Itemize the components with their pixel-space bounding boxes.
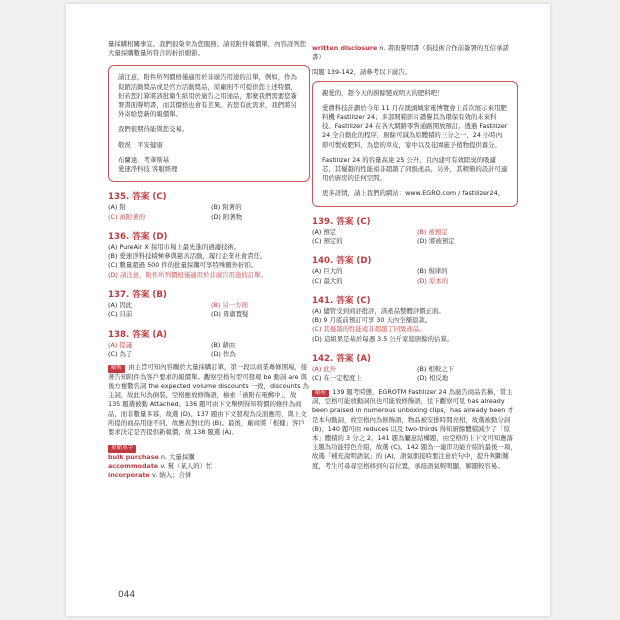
question-137-options <box>108 301 310 320</box>
passage-intro: 問題 139-142，請參考以下廣告。 <box>312 68 412 77</box>
explanation-135-138 <box>108 363 310 437</box>
ad-paragraph-1: 親愛的，趕今天的廚餘變成明天的肥料吧！ <box>322 88 444 97</box>
question-number: 138. <box>108 329 130 340</box>
question-number: 142. <box>312 354 334 365</box>
letter-signer: 布蘭達．考華斯基 <box>118 155 170 164</box>
question-number: 137. <box>108 290 130 301</box>
question-number: 136. <box>108 231 130 242</box>
option-d: (D) 附著物 <box>211 212 243 221</box>
vocab-item: incorporate v. 納入；合併 <box>108 471 192 480</box>
option-d: (D) 將被預定 <box>417 236 455 245</box>
answer-label: 答案 (C) <box>132 192 167 203</box>
ad-box <box>312 81 518 207</box>
ad-paragraph-4: 更多詳情，請上我們的網站：www.EGRO.com / fastilizer24。 <box>322 189 505 198</box>
book-page <box>66 4 550 616</box>
option-b-correct: (B) 另一方面 <box>211 301 248 310</box>
question-137-header <box>108 290 310 301</box>
option-a: (A) 預定 <box>312 227 337 236</box>
question-number: 139. <box>312 216 334 227</box>
question-138-options <box>108 341 310 360</box>
option-d: (D) 毋庸置疑 <box>211 310 249 319</box>
option-c: (C) 為了 <box>108 349 133 358</box>
question-142-options <box>312 365 518 384</box>
question-140-options <box>312 267 518 286</box>
option-d: (D) 相反地 <box>417 374 449 383</box>
option-a-correct: (A) 提議 <box>108 340 133 349</box>
letter-box <box>108 65 310 182</box>
option-c-correct: (C) 其優越的性能遠非超越了同級產品。 <box>312 325 426 334</box>
option-d-correct: (D) 原本的 <box>417 276 449 285</box>
question-135-options <box>108 203 310 222</box>
option-a-correct: (A) 此外 <box>312 365 337 374</box>
answer-label: 答案 (A) <box>132 329 167 340</box>
option-b: (B) 藉由 <box>211 340 236 349</box>
option-d: (D) 這組果是基於每週 3.5 公斤家庭廚餘的估算。 <box>312 334 454 343</box>
answer-label: 答案 (B) <box>132 290 167 301</box>
question-number: 140. <box>312 256 334 267</box>
explanation-139-142 <box>312 388 518 471</box>
option-a: (A) PureAir X 採用市場上最先進的過濾技術。 <box>108 242 241 251</box>
option-c: (C) 最大的 <box>312 276 343 285</box>
question-136-header <box>108 232 310 243</box>
question-138-header <box>108 330 310 341</box>
letter-paragraph-1: 請注意，附件所列價格僅適用於非廣告用途的訂單，例如，作為促銷活動獎品或是官方活動獎品，原廠則不可提供您上述特價，但若您打算將該批衛生紙用於廣告之用途品，那麼我們需要您簽署書面聲明書，而其價格也會有差異。若您有此需求，我們將另外寄給您新的報價單。 <box>118 73 297 119</box>
answer-label: 答案 (D) <box>336 256 372 267</box>
vocab-item: accommodate v. 幫（某人的）忙 <box>108 461 213 470</box>
option-b-highlighted: (B) 被預定 <box>417 227 448 236</box>
letter-paragraph-2: 我們很期待能與您交易。 <box>118 125 189 134</box>
left-column <box>108 40 310 481</box>
answer-label: 答案 (C) <box>336 216 371 227</box>
letter-closing: 敬祝 平安健康 <box>118 140 163 149</box>
ad-paragraph-2: 愛農科技計劃於今年 11 月在澳頭城家電博覽會上首次展示來用肥料機 Fastilizer 24；多部開箱影片讚譽其為環保有效的未來科技。Fastilizer 24 在各大網路零售通路開放預訂。透過 Fastilizer 24 全自動化的程序，廚餘可減為原體積的三分之一，24 小時內即可製成肥料，為您的草皮，家中以及花園施予植物提供養分。 <box>322 103 508 149</box>
explanation-tag: 解析 <box>312 390 329 398</box>
answer-label: 答案 (A) <box>336 354 371 365</box>
option-b: (B) 愛速淨科技積極參與慈善活動，履行企業社會責任。 <box>108 252 267 261</box>
explanation-tag: 解析 <box>108 365 125 373</box>
vocab-section <box>108 443 310 480</box>
option-a: (A) 因此 <box>108 301 133 310</box>
vocab-written-disclosure: written disclosure n. 書面聲明書（指技術合作前簽署的互信承諾書） <box>312 44 509 62</box>
question-140-header <box>312 256 518 267</box>
question-139-options <box>312 228 518 247</box>
explanation-text: 139 題考時態，EGROTM Fastilizer 24 為廣告商品名稱，當主詞，空格可能放動詞但也可能放修飾語，往下觀察可見 has already been praised in numerous unboxing clips，has already been 才是本句動詞，故空格內為修飾語，物品被安排時間亮相，故選被動分詞 (B)；140 題可由 reduces 以及 two-thirds 得知廚餘體積減少了「原本」體積的 3 分之 2。141 題為屬意結構題，由空格的上下文可知應落主題為功能特色介紹，故選 (C)。142 題為一連串功能介紹的最後一項，故選「補充說明語氣」的 (A)，語氣銜接時要注意於句中，提升判斷難度，考生可尋尋空格移到句首位置，承接語氣較明顯，解題較容易。 <box>312 387 517 470</box>
question-number: 135. <box>108 192 130 203</box>
vocab-tag: 重點單字 <box>108 445 136 453</box>
option-c: (C) 數量超過 500 件的批量採購可享特殊額外折扣。 <box>108 261 258 270</box>
letter-intro: 量採購相關事宜。我們很榮幸為您服務。請見附件報價單，內容詳列您大量採購數量所符合的折扣細節。 <box>108 40 307 58</box>
option-b: (B) 規律的 <box>417 267 448 276</box>
explanation-text: 由主旨可知內容關於大量採購訂單，第一段以商業專條開場，接著告知附件為客戶要求的報價單。觀察空格句型可發現 be 動詞 are 與後方複數名詞 the expected volume discounts 一致，discounts 為主詞，故此句為倒裝，空格應放修飾語，檢索「被附在電郵中」，故 135 題選被動 Attached。136 題可由下文舉例得知特價的條件為商品，而非數量多寡，故選 (D)。137 題由下文發現為反面應用，與上文所提的商品用途不同，故應表對比的 (B)。最後，廠商將「根據」客戶要求決定是否提供新報價，故 138 題選 (A)。 <box>108 363 309 436</box>
answer-label: 答案 (D) <box>132 231 168 242</box>
answer-label: 答案 (C) <box>336 295 371 306</box>
question-135-header <box>108 192 310 203</box>
option-c: (C) 預定的 <box>312 236 343 245</box>
ad-paragraph-3: Fastilizer 24 的容量高達 25 公升，且內建可有效除臭的吸濾芯，其優越的性能遠非超越了同級產品，另外，其精簡的設計可適用於廚房的任何空間。 <box>322 155 508 183</box>
option-b: (B) 附著的 <box>211 203 242 212</box>
vocab-item: bulk purchase n. 大量採購 <box>108 452 195 461</box>
question-number: 141. <box>312 295 334 306</box>
option-c: (C) 在一定程度上 <box>312 374 362 383</box>
option-b: (B) 9 月底前預訂可享 30 天內全額退款。 <box>312 316 432 325</box>
letter-signer-title: 愛速淨科技 客服經理 <box>118 165 178 174</box>
option-c-correct: (C) 被附著的 <box>108 212 146 221</box>
option-a: (A) 附 <box>108 203 126 212</box>
option-d-correct: (D) 請注意，附件所列價格僅適用於非廣告用途的訂單。 <box>108 270 267 279</box>
right-column <box>312 44 518 471</box>
option-b: (B) 相較之下 <box>417 365 454 374</box>
question-141-options <box>312 307 518 344</box>
question-142-header <box>312 354 518 365</box>
option-a: (A) 儘管受到商評批評，該產品整體評價正面。 <box>312 306 445 315</box>
question-141-header <box>312 296 518 307</box>
option-d: (D) 作為 <box>211 349 236 358</box>
page-number: 044 <box>118 590 136 600</box>
option-c: (C) 目前 <box>108 310 133 319</box>
question-136-options <box>108 243 310 280</box>
option-a: (A) 巨大的 <box>312 267 343 276</box>
question-139-header <box>312 217 518 228</box>
